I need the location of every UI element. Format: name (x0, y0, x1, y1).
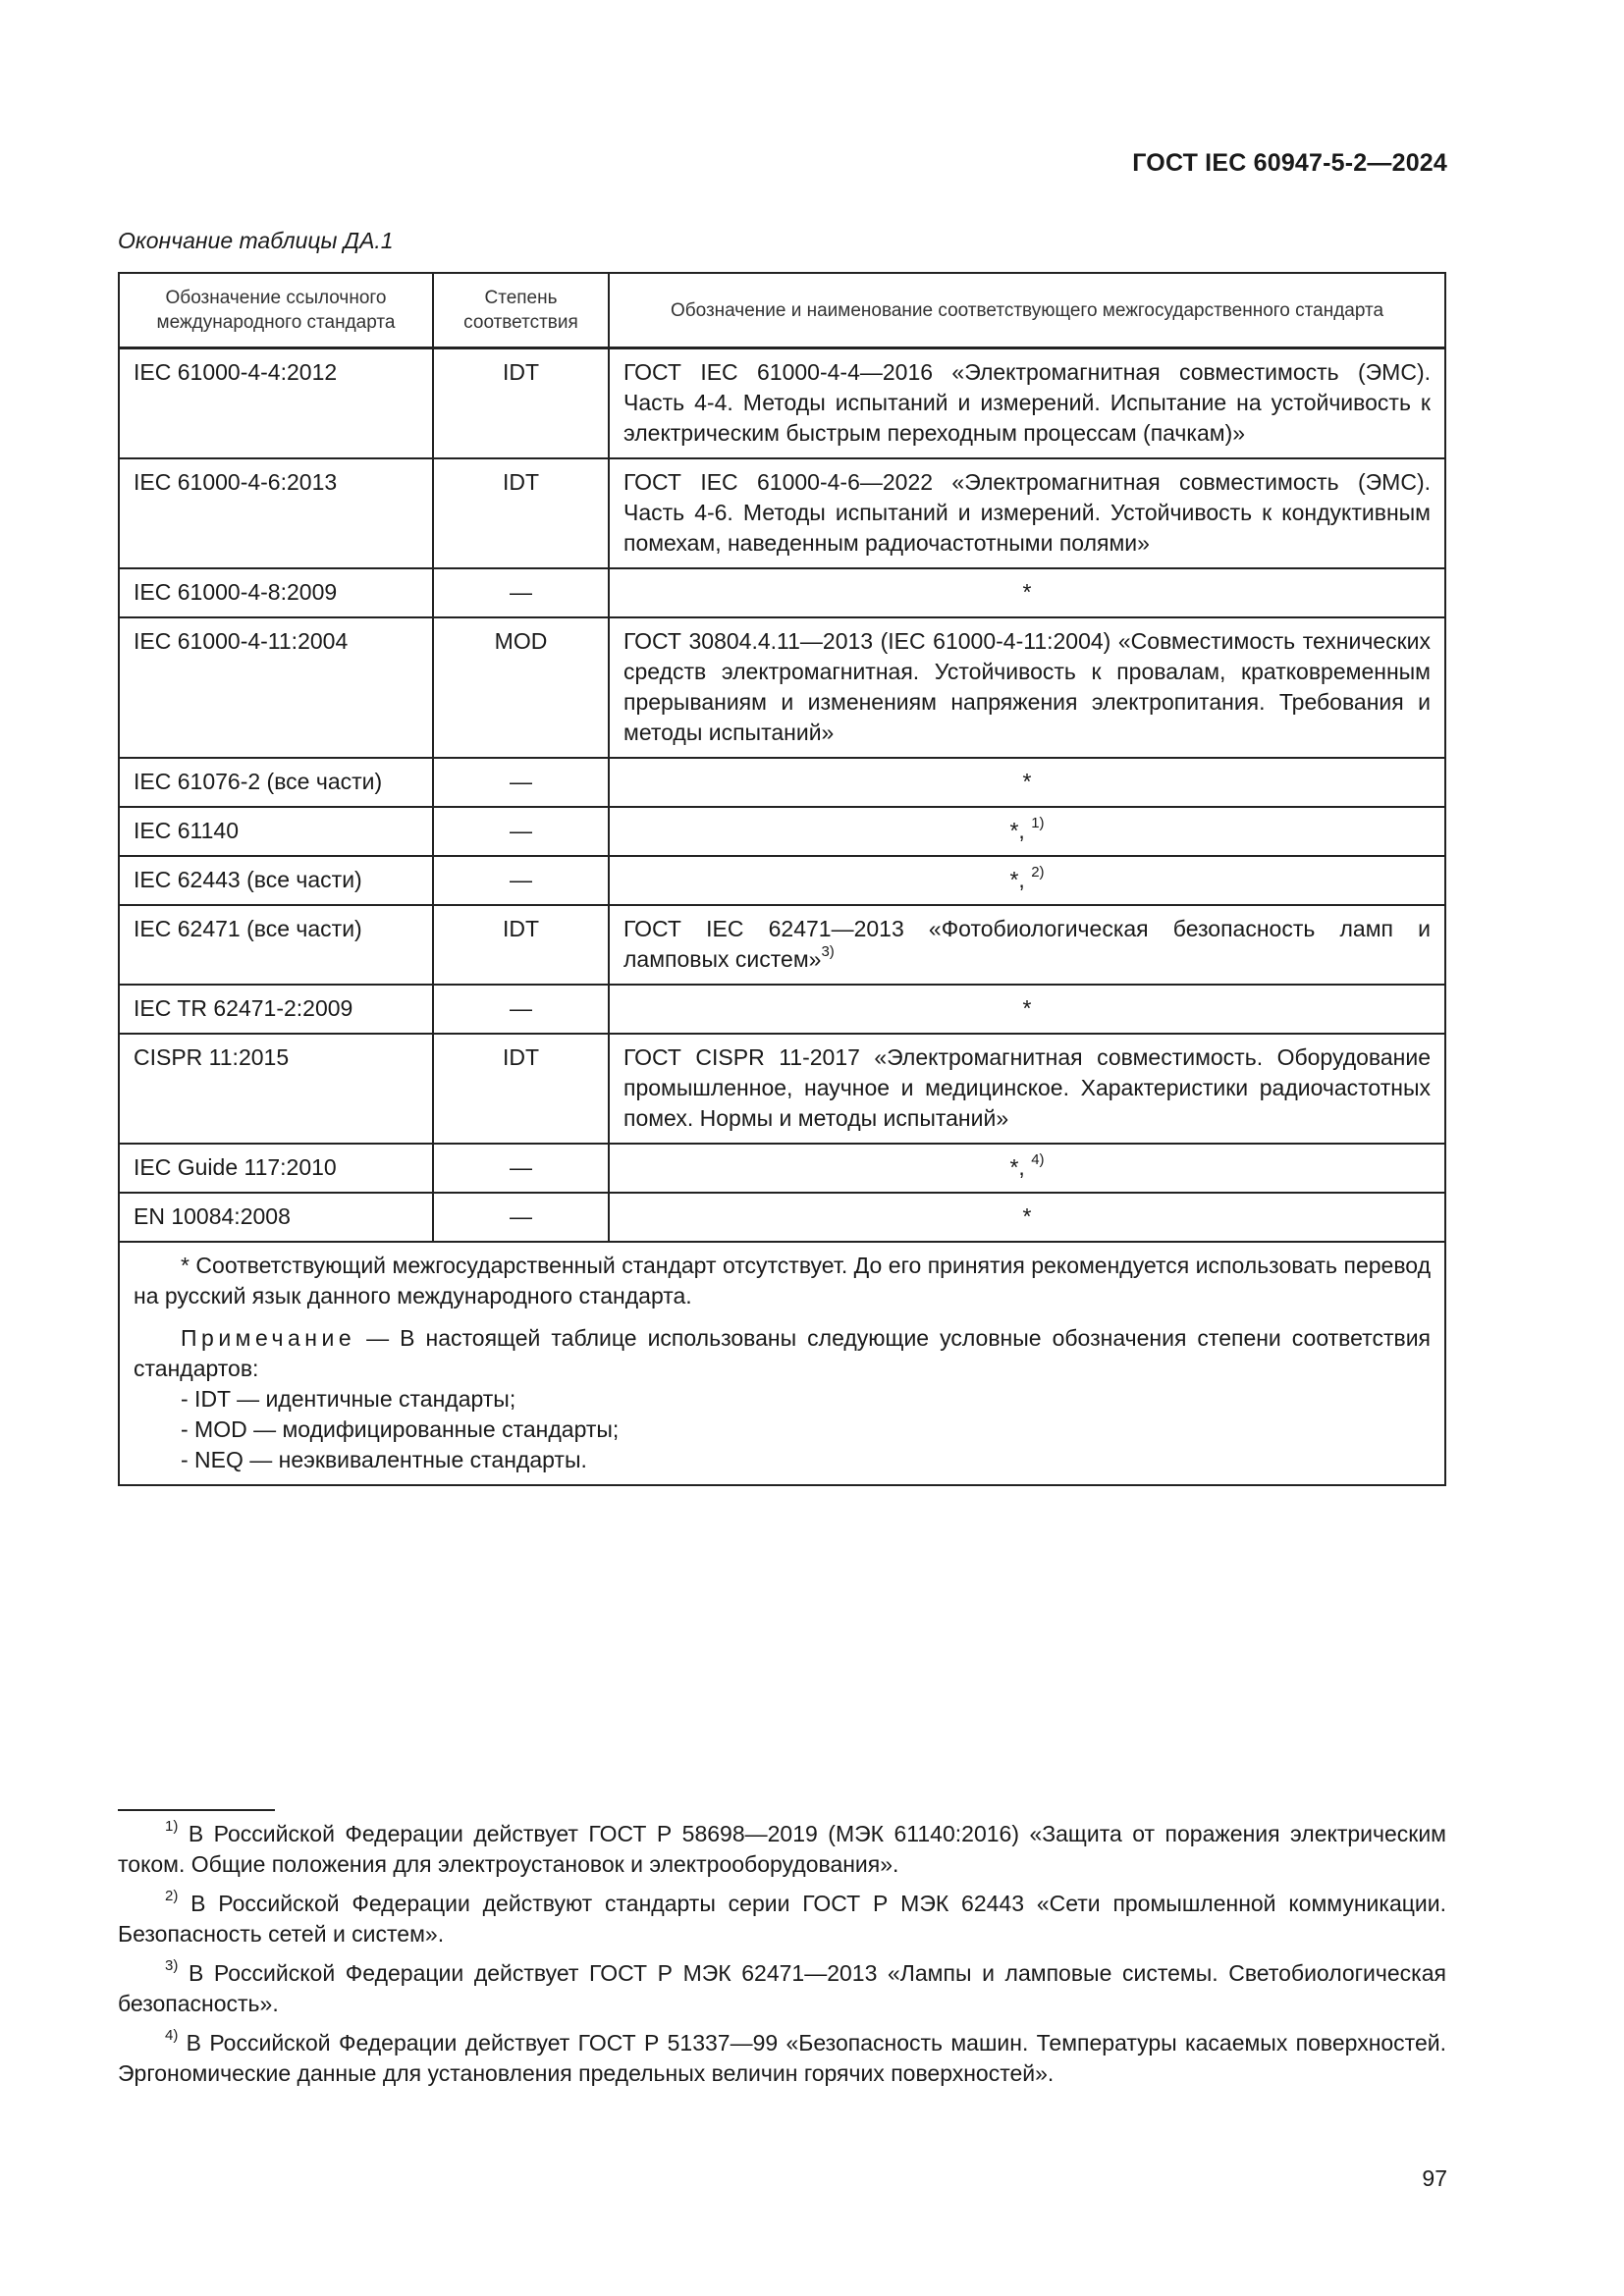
reference-standard-cell: EN 10084:2008 (119, 1193, 433, 1242)
footnote-4 (118, 2028, 1446, 2089)
page-number: 97 (1422, 2165, 1447, 2191)
national-standard-text: *, (1009, 867, 1032, 892)
table-row (119, 348, 1445, 459)
footnote-reference: 1) (1031, 815, 1045, 832)
national-standard-cell (609, 1144, 1445, 1193)
table-row (119, 856, 1445, 905)
column-header-reference: Обозначение ссылочного международного стандарта (119, 273, 433, 348)
reference-standard-cell: IEC 61000-4-6:2013 (119, 458, 433, 568)
national-standard-cell (609, 856, 1445, 905)
note-label: Примечание (181, 1325, 356, 1351)
national-standard-cell (609, 758, 1445, 807)
footnote-mark: 3) (165, 1957, 179, 1975)
footnote-text: В Российской Федерации действует ГОСТ Р МЭК 62471—2013 «Лампы и ламповые системы. Светобиологическая безопасность». (118, 1960, 1446, 2016)
footnote-1 (118, 1819, 1446, 1880)
reference-standard-cell: IEC 61076-2 (все части) (119, 758, 433, 807)
national-standard-text: * (1022, 769, 1032, 794)
table-body (119, 348, 1445, 1486)
degree-cell: — (433, 807, 609, 856)
degree-cell: IDT (433, 348, 609, 459)
footnote-3 (118, 1958, 1446, 2019)
footnote-text: В Российской Федерации действует ГОСТ Р 58698—2019 (МЭК 61140:2016) «Защита от поражения электрическим током. Общие положения для электроустановок и электрооборудования». (118, 1821, 1446, 1877)
footnote-text: В Российской Федерации действует ГОСТ Р 51337—99 «Безопасность машин. Температуры касаемых поверхностей. Эргономические данные для установления предельных величин горячих поверхностей». (118, 2030, 1446, 2086)
footnote-reference: 2) (1031, 864, 1045, 881)
table-row (119, 1144, 1445, 1193)
reference-standard-cell: IEC 61000-4-8:2009 (119, 568, 433, 617)
national-standard-text: ГОСТ IEC 61000-4-6—2022 «Электромагнитная совместимость (ЭМС). Часть 4-6. Методы испытаний и измерений. Устойчивость к кондуктивным помехам, наведенным радиочастотными полями» (623, 469, 1431, 556)
column-header-national-standard: Обозначение и наименование соответствующего межгосударственного стандарта (609, 273, 1445, 348)
footnote-mark: 4) (165, 2027, 179, 2045)
table-row (119, 1193, 1445, 1242)
national-standard-cell (609, 905, 1445, 985)
degree-cell: IDT (433, 1034, 609, 1144)
table-row (119, 1034, 1445, 1144)
national-standard-text: * (1022, 579, 1032, 605)
footnotes (118, 1819, 1446, 2098)
national-standard-cell (609, 1034, 1445, 1144)
reference-standard-cell: IEC 62471 (все части) (119, 905, 433, 985)
national-standard-text: *, (1009, 1154, 1032, 1180)
national-standard-text: ГОСТ IEC 62471—2013 «Фотобиологическая безопасность ламп и ламповых систем» (623, 916, 1431, 972)
national-standard-cell (609, 617, 1445, 758)
national-standard-text: ГОСТ CISPR 11-2017 «Электромагнитная совместимость. Оборудование промышленное, научное и медицинское. Характеристики радиочастотных помех. Нормы и методы испытаний» (623, 1044, 1431, 1131)
footnote-mark: 1) (165, 1818, 179, 1836)
degree-cell: IDT (433, 458, 609, 568)
table-row (119, 807, 1445, 856)
national-standard-text: *, (1009, 818, 1032, 843)
national-standard-text: ГОСТ 30804.4.11—2013 (IEC 61000-4-11:2004) «Совместимость технических средств электромагнитная. Устойчивость к провалам, кратковременным прерываниям и изменениям напряжения электропитания. Требования и методы испытаний» (623, 628, 1431, 745)
degree-cell: IDT (433, 905, 609, 985)
degree-cell: — (433, 1144, 609, 1193)
degree-cell: — (433, 985, 609, 1034)
table-row (119, 758, 1445, 807)
table-note (134, 1323, 1431, 1384)
footnote-mark: 2) (165, 1888, 179, 1905)
reference-standard-cell: IEC 61140 (119, 807, 433, 856)
table-header-row (119, 273, 1445, 348)
reference-standard-cell: IEC 61000-4-11:2004 (119, 617, 433, 758)
star-footnote: * Соответствующий межгосударственный стандарт отсутствует. До его принятия рекомендуется использовать перевод на русский язык данного международного стандарта. (134, 1253, 1431, 1308)
reference-standard-cell: IEC Guide 117:2010 (119, 1144, 433, 1193)
footnote-reference: 4) (1031, 1151, 1045, 1169)
notes-row (119, 1242, 1445, 1485)
table-row (119, 985, 1445, 1034)
footnote-separator (118, 1809, 275, 1811)
table-caption: Окончание таблицы ДА.1 (118, 228, 394, 253)
table-row (119, 458, 1445, 568)
national-standard-cell (609, 985, 1445, 1034)
note-text: — В настоящей таблице использованы следующие условные обозначения степени соответствия стандартов: (134, 1325, 1431, 1381)
reference-standards-table (118, 272, 1446, 1486)
table-row (119, 568, 1445, 617)
document-code: ГОСТ IEC 60947-5-2—2024 (1132, 149, 1447, 177)
degree-cell: — (433, 758, 609, 807)
national-standard-text: * (1022, 995, 1032, 1021)
reference-standard-cell: IEC TR 62471-2:2009 (119, 985, 433, 1034)
footnote-reference: 3) (821, 943, 835, 961)
degree-cell: MOD (433, 617, 609, 758)
footnote-2 (118, 1889, 1446, 1949)
national-standard-text: ГОСТ IEC 61000-4-4—2016 «Электромагнитная совместимость (ЭМС). Часть 4-4. Методы испытаний и измерений. Испытание на устойчивость к электрическим быстрым переходным процессам (пачкам)» (623, 359, 1431, 446)
degree-cell: — (433, 568, 609, 617)
national-standard-cell (609, 458, 1445, 568)
table-notes-cell (119, 1242, 1445, 1485)
reference-standard-cell: IEC 61000-4-4:2012 (119, 348, 433, 459)
table-row (119, 617, 1445, 758)
note-list-item: - NEQ — неэквивалентные стандарты. (181, 1447, 587, 1472)
note-list (134, 1384, 1431, 1475)
note-list-item: - MOD — модифицированные стандарты; (181, 1416, 620, 1442)
national-standard-cell (609, 807, 1445, 856)
degree-cell: — (433, 1193, 609, 1242)
reference-standard-cell: IEC 62443 (все части) (119, 856, 433, 905)
national-standard-text: * (1022, 1203, 1032, 1229)
degree-cell: — (433, 856, 609, 905)
reference-standard-cell: CISPR 11:2015 (119, 1034, 433, 1144)
note-list-item: - IDT — идентичные стандарты; (181, 1386, 516, 1412)
footnote-text: В Российской Федерации действуют стандарты серии ГОСТ Р МЭК 62443 «Сети промышленной коммуникации. Безопасность сетей и систем». (118, 1891, 1446, 1947)
reference-table-wrapper (118, 272, 1446, 1486)
table-row (119, 905, 1445, 985)
national-standard-cell (609, 568, 1445, 617)
national-standard-cell (609, 1193, 1445, 1242)
national-standard-cell (609, 348, 1445, 459)
column-header-degree: Степень соответствия (433, 273, 609, 348)
